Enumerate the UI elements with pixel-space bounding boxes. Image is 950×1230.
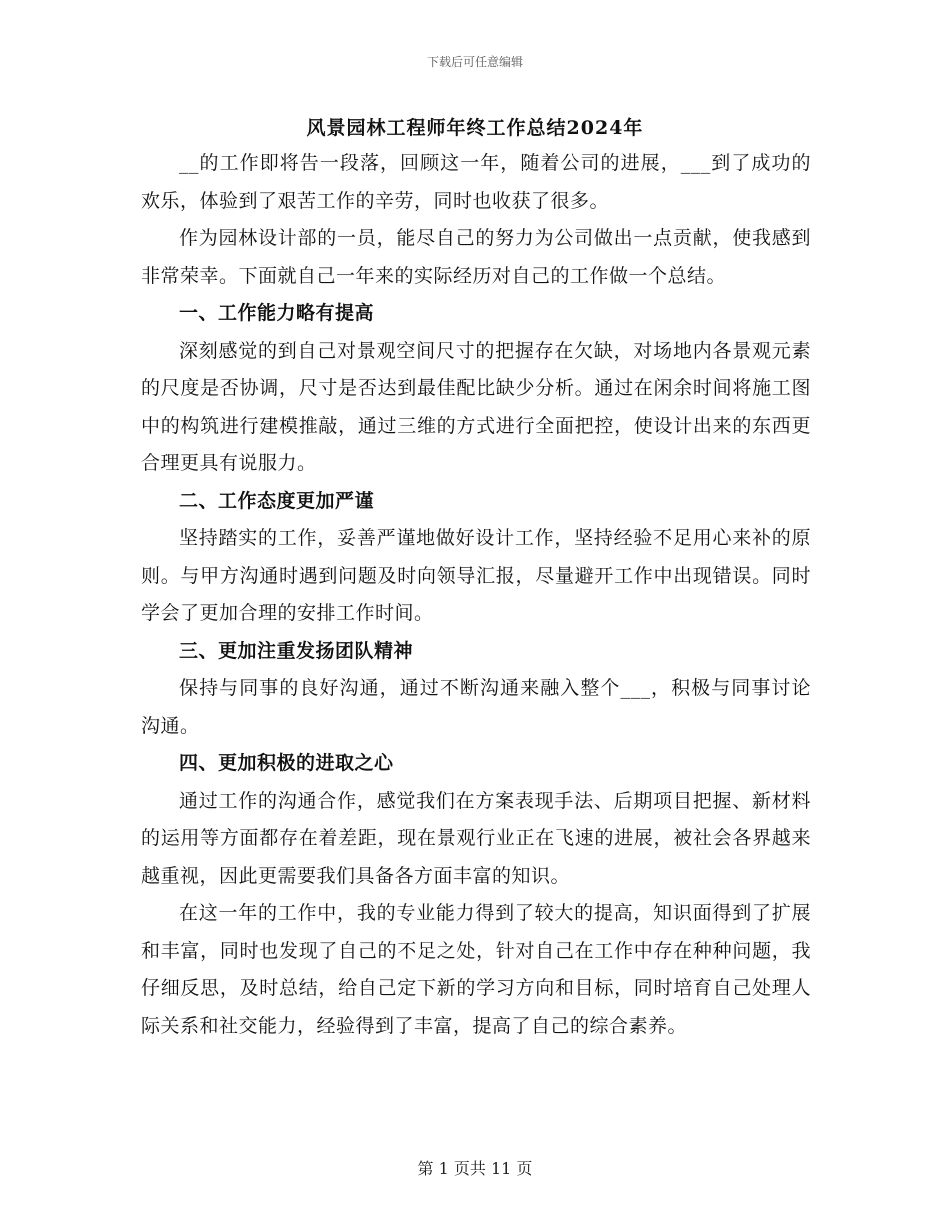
page-number: 第 1 页共 11 页: [417, 1159, 533, 1178]
document-body: [141, 145, 811, 1045]
section-paragraph-1: 深刻感觉的到自己对景观空间尺寸的把握存在欠缺，对场地内各景观元素的尺度是否协调，尺寸是否达到最佳配比缺少分析。通过在闲余时间将施工图中的构筑进行建模推敲，通过三维的方式进行全面把控，使设计出来的东西更合理更具有说服力。: [141, 339, 811, 474]
section-heading-3: 三、更加注重发扬团队精神: [179, 639, 414, 662]
intro-paragraph-1: __的工作即将告一段落，回顾这一年，随着公司的进展，___到了成功的欢乐，体验到了艰苦工作的辛劳，同时也收获了很多。: [141, 152, 811, 212]
section-heading-2: 二、工作态度更加严谨: [179, 489, 375, 512]
intro-paragraph-2: 作为园林设计部的一员，能尽自己的努力为公司做出一点贡献，使我感到非常荣幸。下面就自己一年来的实际经历对自己的工作做一个总结。: [141, 227, 811, 287]
section-paragraph-4: 通过工作的沟通合作，感觉我们在方案表现手法、后期项目把握、新材料的运用等方面都存在着差距，现在景观行业正在飞速的进展，被社会各界越来越重视，因此更需要我们具备各方面丰富的知识。: [141, 789, 811, 887]
header-note: 下载后可任意编辑: [426, 55, 523, 69]
section-heading-4: 四、更加积极的进取之心: [179, 752, 394, 774]
section-heading-1: 一、工作能力略有提高: [179, 302, 375, 324]
section-paragraph-3: 保持与同事的良好沟通，通过不断沟通来融入整个___，积极与同事讨论沟通。: [141, 677, 811, 737]
closing-paragraph: 在这一年的工作中，我的专业能力得到了较大的提高，知识面得到了扩展和丰富，同时也发现了自己的不足之处，针对自己在工作中存在种种问题，我仔细反思，及时总结，给自己定下新的学习方向和目标，同时培育自己处理人际关系和社交能力，经验得到了丰富，提高了自己的综合素养。: [141, 902, 811, 1037]
section-paragraph-2: 坚持踏实的工作，妥善严谨地做好设计工作，坚持经验不足用心来补的原则。与甲方沟通时遇到问题及时向领导汇报，尽量避开工作中出现错误。同时学会了更加合理的安排工作时间。: [141, 527, 811, 624]
document-title: 风景园林工程师年终工作总结2024年: [306, 117, 644, 139]
